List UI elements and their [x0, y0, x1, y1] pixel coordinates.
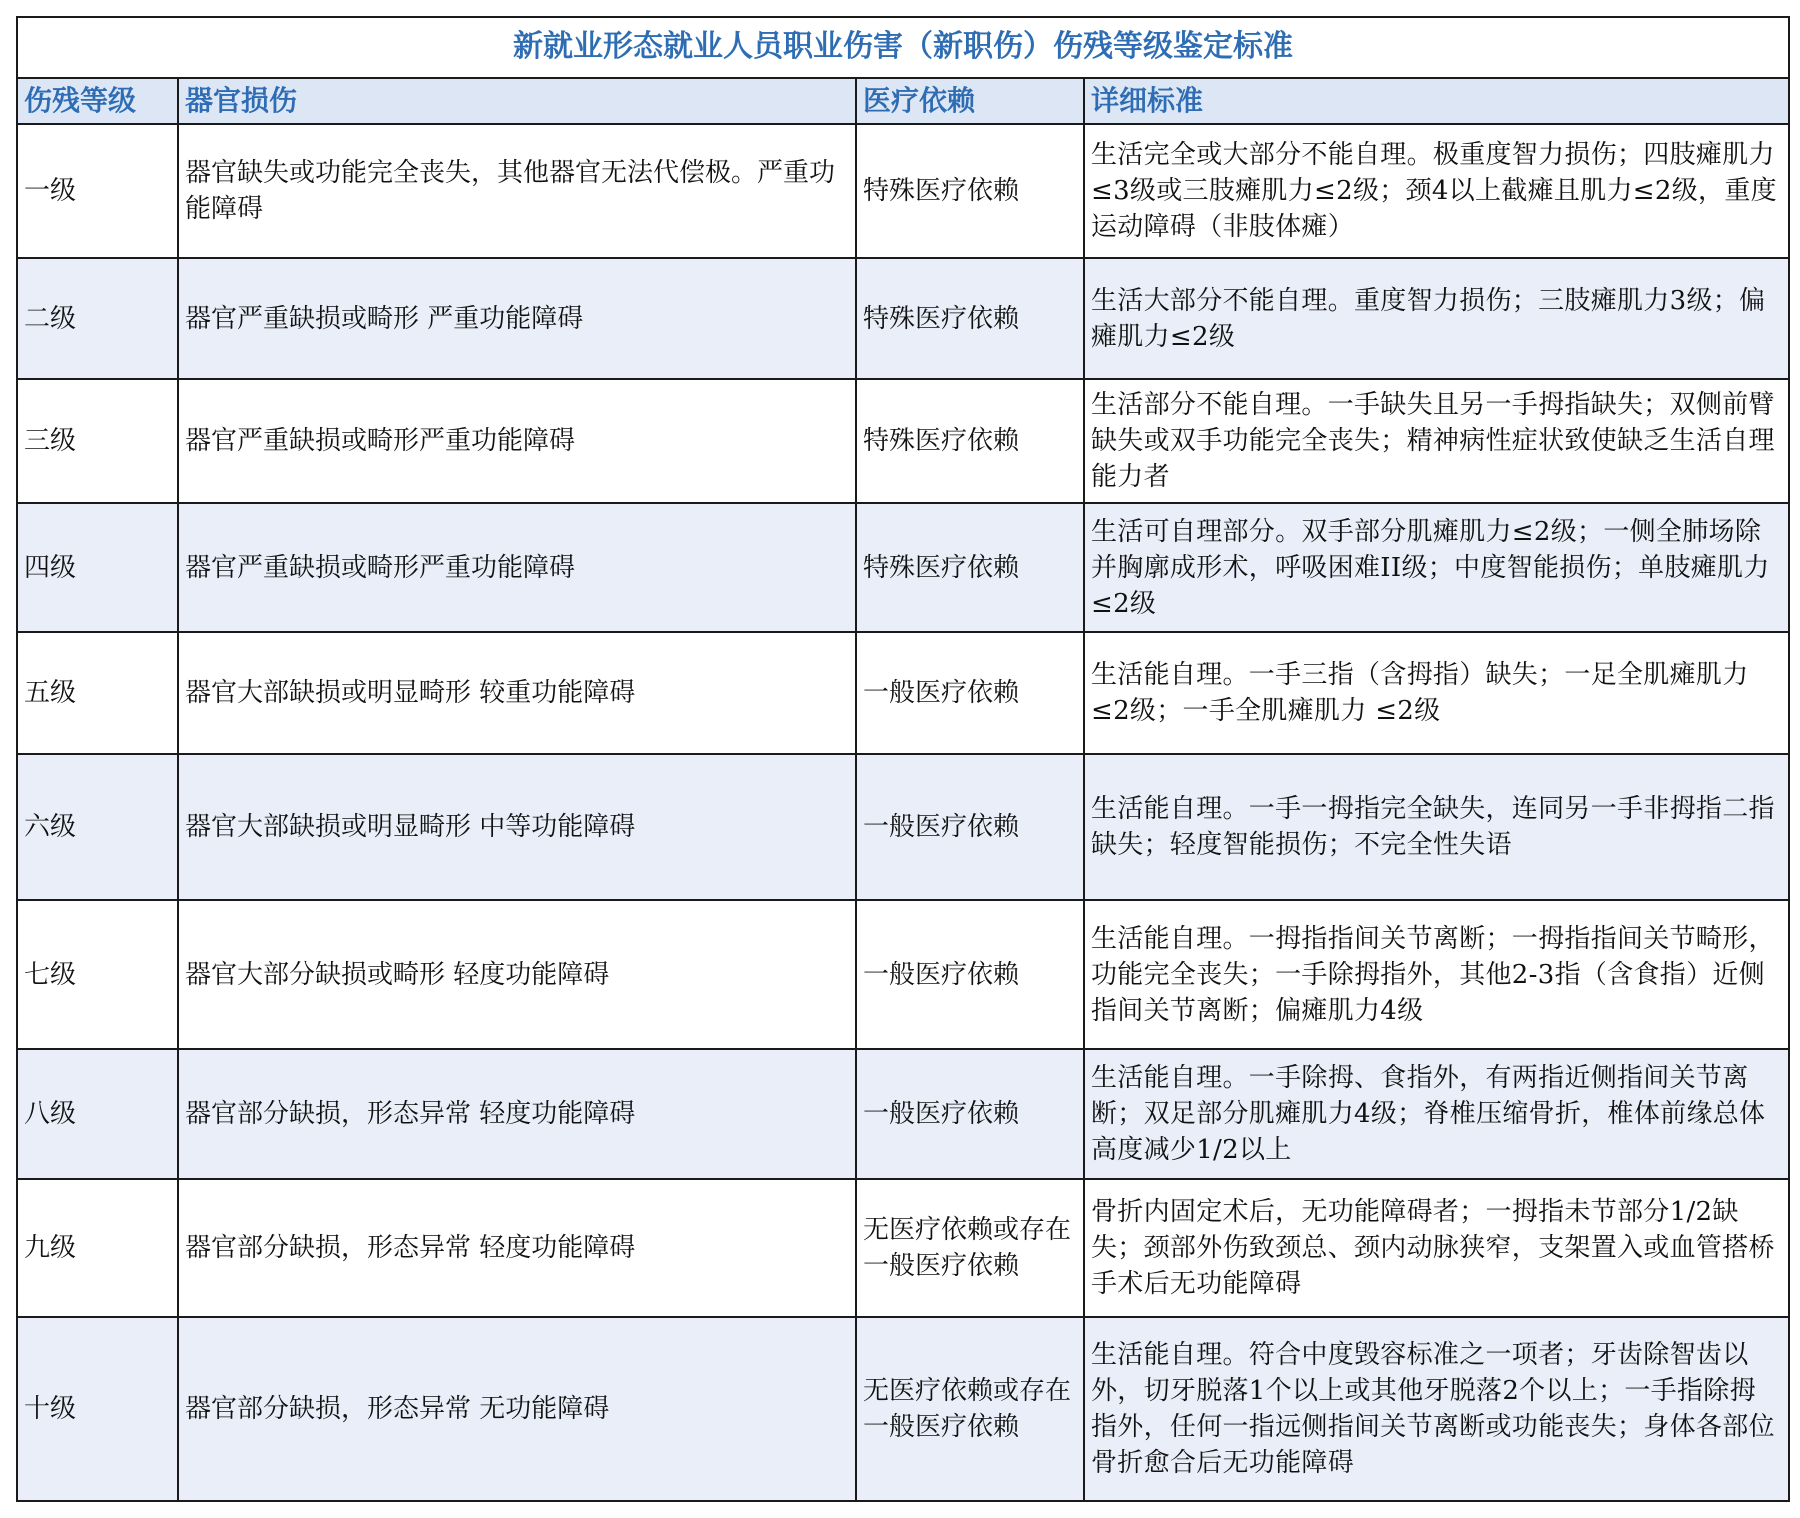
grade-cell: 二级: [17, 258, 178, 379]
detail-cell: 生活大部分不能自理。重度智力损伤；三肢瘫肌力3级；偏瘫肌力≤2级: [1084, 258, 1789, 379]
detail-cell: 生活完全或大部分不能自理。极重度智力损伤；四肢瘫肌力≤3级或三肢瘫肌力≤2级；颈4以上截瘫且肌力≤2级，重度运动障碍（非肢体瘫）: [1084, 124, 1789, 258]
medical-cell: 特殊医疗依赖: [856, 503, 1084, 633]
medical-cell: 一般医疗依赖: [856, 900, 1084, 1050]
detail-cell: 生活能自理。一手一拇指完全缺失，连同另一手非拇指二指缺失；轻度智能损伤；不完全性失语: [1084, 754, 1789, 900]
table-title: 新就业形态就业人员职业伤害（新职伤）伤残等级鉴定标准: [17, 17, 1789, 78]
detail-cell: 生活能自理。一拇指指间关节离断；一拇指指间关节畸形，功能完全丧失；一手除拇指外，其他2-3指（含食指）近侧指间关节离断；偏瘫肌力4级: [1084, 900, 1789, 1050]
organ-cell: 器官严重缺损或畸形严重功能障碍: [178, 379, 856, 502]
organ-cell: 器官部分缺损，形态异常 无功能障碍: [178, 1317, 856, 1501]
organ-cell: 器官大部缺损或明显畸形 中等功能障碍: [178, 754, 856, 900]
table-row: [17, 1317, 1789, 1501]
medical-cell: 特殊医疗依赖: [856, 124, 1084, 258]
medical-cell: 特殊医疗依赖: [856, 258, 1084, 379]
table-row: [17, 900, 1789, 1050]
organ-cell: 器官部分缺损，形态异常 轻度功能障碍: [178, 1179, 856, 1317]
organ-cell: 器官部分缺损，形态异常 轻度功能障碍: [178, 1049, 856, 1179]
table-row: [17, 632, 1789, 753]
header-grade: 伤残等级: [17, 78, 178, 125]
detail-cell: 生活可自理部分。双手部分肌瘫肌力≤2级；一侧全肺场除并胸廓成形术，呼吸困难II级；中度智能损伤；单肢瘫肌力≤2级: [1084, 503, 1789, 633]
organ-cell: 器官大部缺损或明显畸形 较重功能障碍: [178, 632, 856, 753]
detail-cell: 骨折内固定术后，无功能障碍者；一拇指未节部分1/2缺失；颈部外伤致颈总、颈内动脉狭窄，支架置入或血管搭桥手术后无功能障碍: [1084, 1179, 1789, 1317]
detail-cell: 生活能自理。一手除拇、食指外，有两指近侧指间关节离断；双足部分肌瘫肌力4级；脊椎压缩骨折，椎体前缘总体高度减少1/2以上: [1084, 1049, 1789, 1179]
detail-cell: 生活能自理。符合中度毁容标准之一项者；牙齿除智齿以外，切牙脱落1个以上或其他牙脱落2个以上；一手指除拇指外，任何一指远侧指间关节离断或功能丧失；身体各部位骨折愈合后无功能障碍: [1084, 1317, 1789, 1501]
grade-cell: 九级: [17, 1179, 178, 1317]
header-row: [17, 78, 1789, 125]
organ-cell: 器官严重缺损或畸形严重功能障碍: [178, 503, 856, 633]
table-row: [17, 379, 1789, 502]
medical-cell: 无医疗依赖或存在一般医疗依赖: [856, 1179, 1084, 1317]
table-row: [17, 258, 1789, 379]
table-row: [17, 1179, 1789, 1317]
grade-cell: 八级: [17, 1049, 178, 1179]
grade-cell: 三级: [17, 379, 178, 502]
grade-cell: 五级: [17, 632, 178, 753]
table-row: [17, 124, 1789, 258]
header-organ-damage: 器官损伤: [178, 78, 856, 125]
organ-cell: 器官缺失或功能完全丧失，其他器官无法代偿极。严重功能障碍: [178, 124, 856, 258]
medical-cell: 无医疗依赖或存在一般医疗依赖: [856, 1317, 1084, 1501]
title-row: [17, 17, 1789, 78]
medical-cell: 一般医疗依赖: [856, 632, 1084, 753]
medical-cell: 一般医疗依赖: [856, 1049, 1084, 1179]
detail-cell: 生活能自理。一手三指（含拇指）缺失；一足全肌瘫肌力≤2级；一手全肌瘫肌力 ≤2级: [1084, 632, 1789, 753]
header-medical-dependency: 医疗依赖: [856, 78, 1084, 125]
grade-cell: 十级: [17, 1317, 178, 1501]
medical-cell: 一般医疗依赖: [856, 754, 1084, 900]
injury-grade-table: [16, 16, 1790, 1502]
medical-cell: 特殊医疗依赖: [856, 379, 1084, 502]
grade-cell: 四级: [17, 503, 178, 633]
table-row: [17, 1049, 1789, 1179]
table-row: [17, 754, 1789, 900]
grade-cell: 一级: [17, 124, 178, 258]
grade-cell: 七级: [17, 900, 178, 1050]
detail-cell: 生活部分不能自理。一手缺失且另一手拇指缺失；双侧前臂缺失或双手功能完全丧失；精神病性症状致使缺乏生活自理能力者: [1084, 379, 1789, 502]
organ-cell: 器官严重缺损或畸形 严重功能障碍: [178, 258, 856, 379]
organ-cell: 器官大部分缺损或畸形 轻度功能障碍: [178, 900, 856, 1050]
grade-cell: 六级: [17, 754, 178, 900]
header-detailed-standard: 详细标准: [1084, 78, 1789, 125]
table-row: [17, 503, 1789, 633]
